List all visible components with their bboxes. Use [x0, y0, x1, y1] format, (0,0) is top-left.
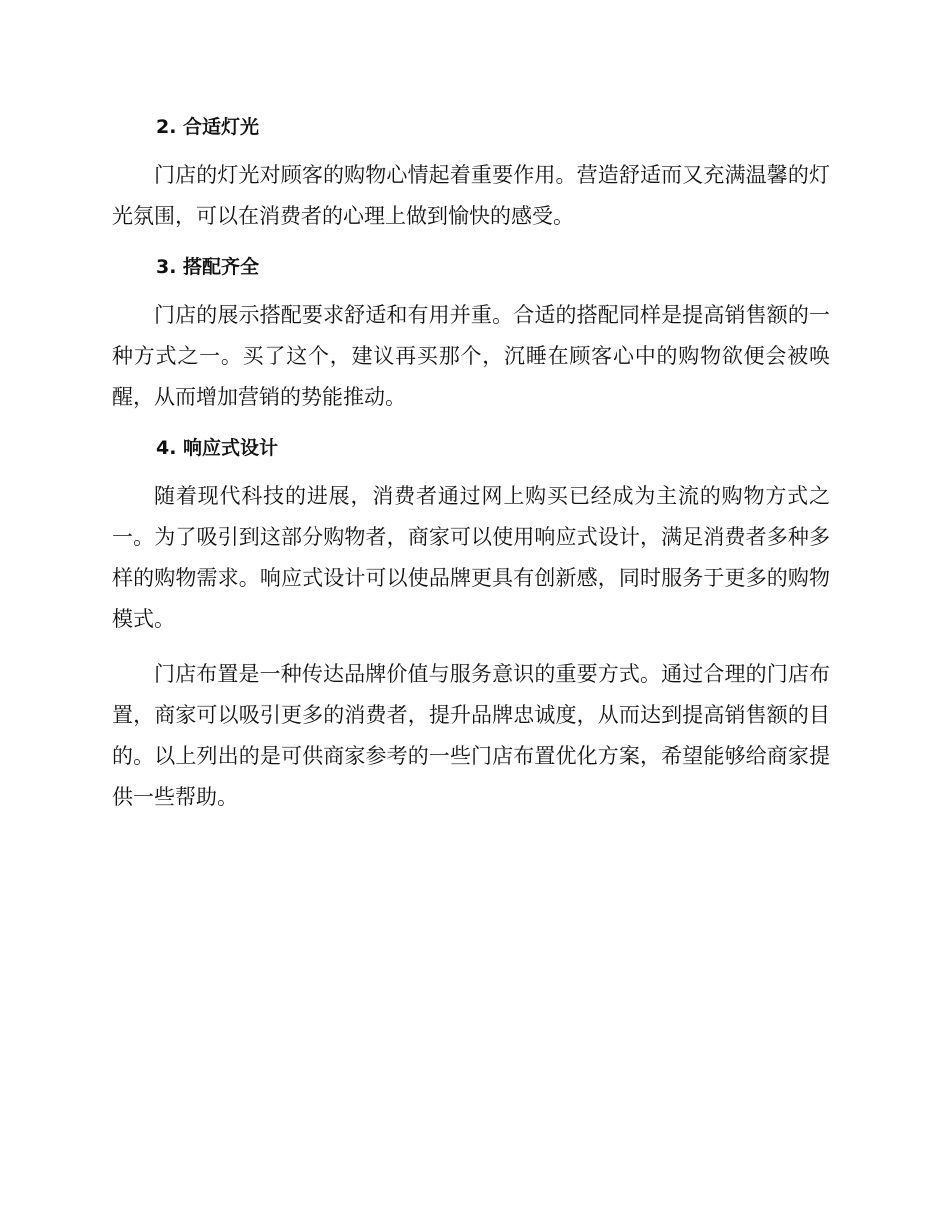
section-heading-lighting: 2. 合适灯光 [156, 116, 260, 138]
document-body [112, 111, 830, 832]
paragraph-responsive: 随着现代科技的进展，消费者通过网上购买已经成为主流的购物方式之一。为了吸引到这部分购物者，商家可以使用响应式设计，满足消费者多种多样的购物需求。响应式设计可以使品牌更具有创新感，同时服务于更多的购物模式。 [112, 484, 830, 631]
section-heading-matching: 3. 搭配齐全 [156, 256, 260, 278]
paragraph-conclusion: 门店布置是一种传达品牌价值与服务意识的重要方式。通过合理的门店布置，商家可以吸引更多的消费者，提升品牌忠诚度，从而达到提高销售额的目的。以上列出的是可供商家参考的一些门店布置优化方案，希望能够给商家提供一些帮助。 [112, 662, 830, 809]
paragraph-lighting: 门店的灯光对顾客的购物心情起着重要作用。营造舒适而又充满温馨的灯光氛围，可以在消费者的心理上做到愉快的感受。 [112, 163, 830, 228]
paragraph-matching: 门店的展示搭配要求舒适和有用并重。合适的搭配同样是提高销售额的一种方式之一。买了这个，建议再买那个，沉睡在顾客心中的购物欲便会被唤醒，从而增加营销的势能推动。 [112, 303, 830, 409]
section-heading-responsive: 4. 响应式设计 [156, 437, 279, 459]
